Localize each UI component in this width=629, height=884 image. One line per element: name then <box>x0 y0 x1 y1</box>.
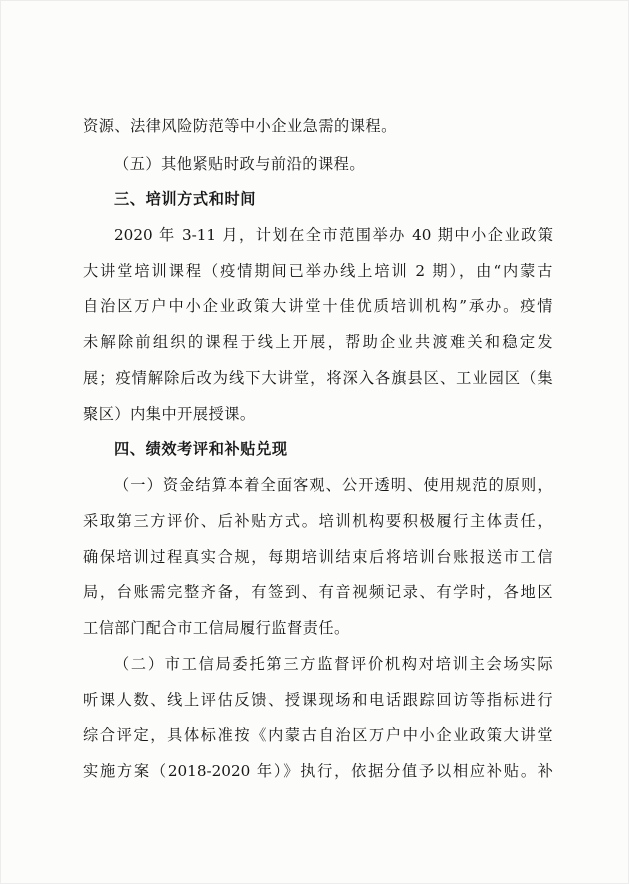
text-line-16: （二）市工信局委托第三方监督评价机构对培训主会场实际 <box>114 655 553 673</box>
text-line-18: 综合评定，具体标准按《内蒙古自治区万户中小企业政策大讲堂 <box>83 726 553 744</box>
text-line-5: 大讲堂培训课程（疫情期间已举办线上培训 2 期），由“内蒙古 <box>83 262 553 280</box>
text-line-17: 听课人数、线上评估反馈、授课现场和电话跟踪回访等指标进行 <box>83 691 553 709</box>
text-line-9: 聚区）内集中开展授课。 <box>83 405 256 423</box>
text-line-19: 实施方案（2018-2020 年）》执行，依据分值予以相应补贴。补 <box>83 762 553 780</box>
text-line-14: 局，台账需完整齐备，有签到、有音视频记录、有学时，各地区 <box>83 583 553 601</box>
section-heading-3: 三、培训方式和时间 <box>114 190 257 208</box>
text-line-1: 资源、法律风险防范等中小企业急需的课程。 <box>83 117 397 135</box>
text-line-13: 确保培训过程真实合规，每期培训结束后将培训台账报送市工信 <box>83 548 553 566</box>
section-heading-4: 四、绩效考评和补贴兑现 <box>114 440 288 458</box>
text-line-7: 未解除前组织的课程于线上开展，帮助企业共渡难关和稳定发 <box>83 333 553 351</box>
text-line-12: 采取第三方评价、后补贴方式。培训机构要积极履行主体责任， <box>83 512 553 530</box>
text-line-8: 展；疫情解除后改为线下大讲堂，将深入各旗县区、工业园区（集 <box>83 369 553 387</box>
text-line-2: （五）其他紧贴时政与前沿的课程。 <box>114 155 365 173</box>
text-line-11: （一）资金结算本着全面客观、公开透明、使用规范的原则， <box>114 476 553 494</box>
text-line-6: 自治区万户中小企业政策大讲堂十佳优质培训机构”承办。疫情 <box>83 297 553 315</box>
text-line-4: 2020 年 3-11 月，计划在全市范围举办 40 期中小企业政策 <box>114 226 553 244</box>
text-line-15: 工信部门配合市工信局履行监督责任。 <box>83 619 350 637</box>
